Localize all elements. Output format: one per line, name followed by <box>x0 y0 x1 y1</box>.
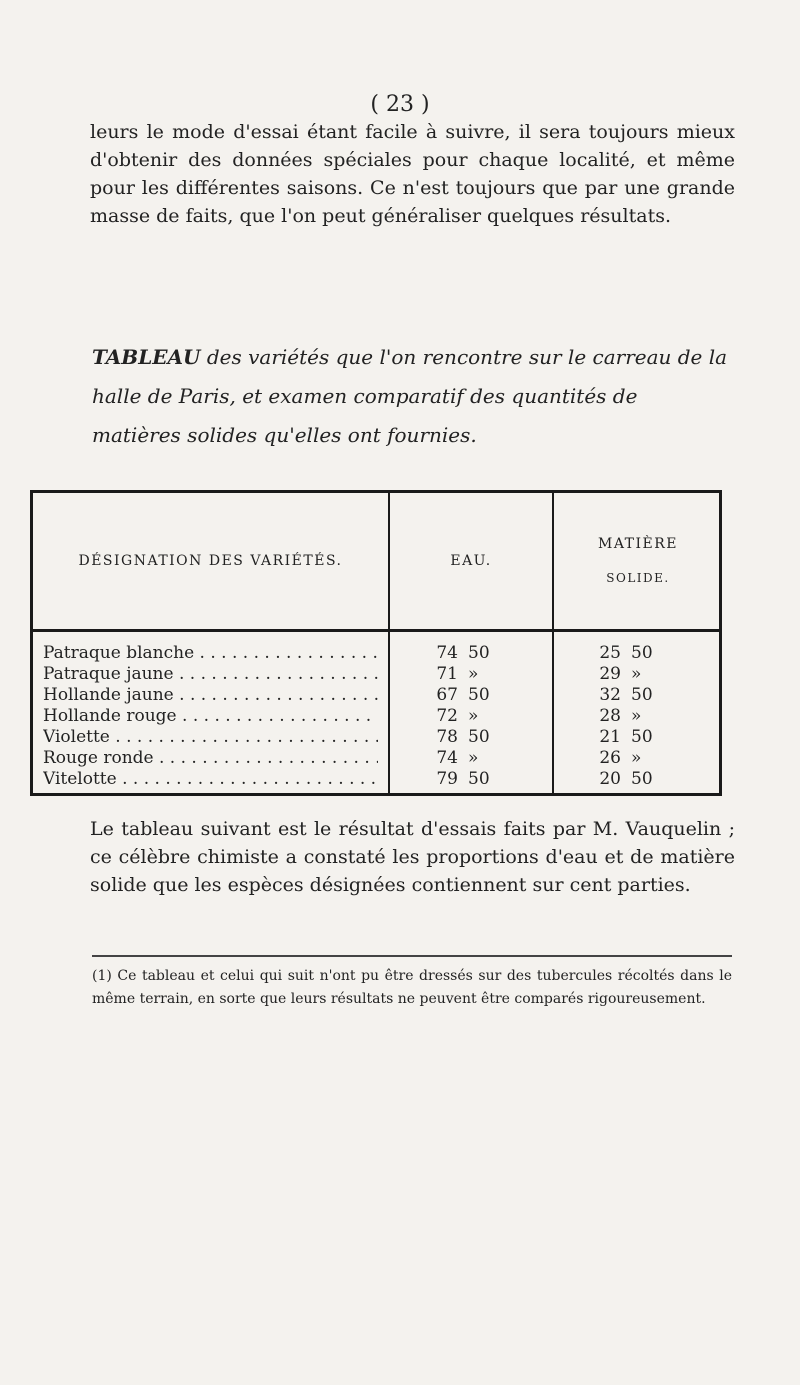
matiere-fraction: 50 <box>631 685 653 705</box>
eau-integer: 67 <box>436 685 458 705</box>
eau-integer: 74 <box>436 643 458 663</box>
footnote: (1) Ce tableau et celui qui suit n'ont pu être dressés sur des tubercules récoltés dans le même terrain, en sorte que leurs résultats ne peuvent être comparés rigoureusement. <box>92 968 732 1007</box>
table-rows-continued <box>30 490 722 796</box>
matiere-fraction: » <box>631 706 642 726</box>
eau-integer: 78 <box>436 727 458 747</box>
matiere-integer: 25 <box>599 643 621 663</box>
eau-fraction: 50 <box>468 685 490 705</box>
variety-name: Hollande jaune . . . <box>43 685 378 705</box>
eau-fraction: 50 <box>468 643 490 663</box>
eau-fraction: 50 <box>468 727 490 747</box>
variety-name: Vitelotte . . . <box>43 769 378 789</box>
variety-name: Violette . . . <box>43 727 378 747</box>
variety-name: Hollande rouge . . . <box>43 706 378 726</box>
matiere-integer: 20 <box>599 769 621 789</box>
eau-fraction: » <box>468 748 479 768</box>
variety-name: Rouge ronde . . . <box>43 748 378 768</box>
following-paragraph: Le tableau suivant est le résultat d'essais faits par M. Vauquelin ; ce célèbre chimiste a constaté les proportions d'eau et de matière solide que les espèces désignées contiennent sur cent parties. <box>90 818 735 896</box>
header-matiere-line1: MATIÈRE <box>597 536 679 552</box>
eau-integer: 71 <box>436 664 458 684</box>
matiere-integer: 26 <box>599 748 621 768</box>
variety-name: Patraque jaune . . . <box>43 664 378 684</box>
header-designation: DÉSIGNATION DES VARIÉTÉS. <box>78 553 343 569</box>
matiere-fraction: 50 <box>631 769 653 789</box>
caption-rest: des variétés que l'on rencontre sur le carreau de la halle de Paris, et examen comparatif des quantités de matières solides qu'elles ont fournies. <box>92 345 728 447</box>
intro-paragraph: leurs le mode d'essai étant facile à suivre, il sera toujours mieux d'obtenir des données spéciales pour chaque localité, et même pour les différentes saisons. Ce n'est toujours que par une grande masse de faits, que l'on peut généraliser quelques résultats. <box>90 121 735 227</box>
eau-fraction: 50 <box>468 769 490 789</box>
footnote-divider <box>92 955 732 957</box>
matiere-fraction: 50 <box>631 727 653 747</box>
header-matiere-line2: SOLIDE. <box>606 571 670 585</box>
matiere-fraction: » <box>631 664 642 684</box>
matiere-integer: 29 <box>599 664 621 684</box>
caption-lead: TABLEAU <box>92 345 201 369</box>
matiere-integer: 28 <box>599 706 621 726</box>
eau-fraction: » <box>468 706 479 726</box>
header-eau: EAU. <box>450 553 492 569</box>
matiere-integer: 21 <box>599 727 621 747</box>
eau-integer: 72 <box>436 706 458 726</box>
matiere-fraction: 50 <box>631 643 653 663</box>
matiere-fraction: » <box>631 748 642 768</box>
eau-integer: 74 <box>436 748 458 768</box>
table-caption <box>92 338 732 455</box>
page-number: ( 23 ) <box>370 92 430 117</box>
matiere-integer: 32 <box>599 685 621 705</box>
eau-integer: 79 <box>436 769 458 789</box>
eau-fraction: » <box>468 664 479 684</box>
variety-name: Patraque blanche . . . <box>43 643 378 663</box>
